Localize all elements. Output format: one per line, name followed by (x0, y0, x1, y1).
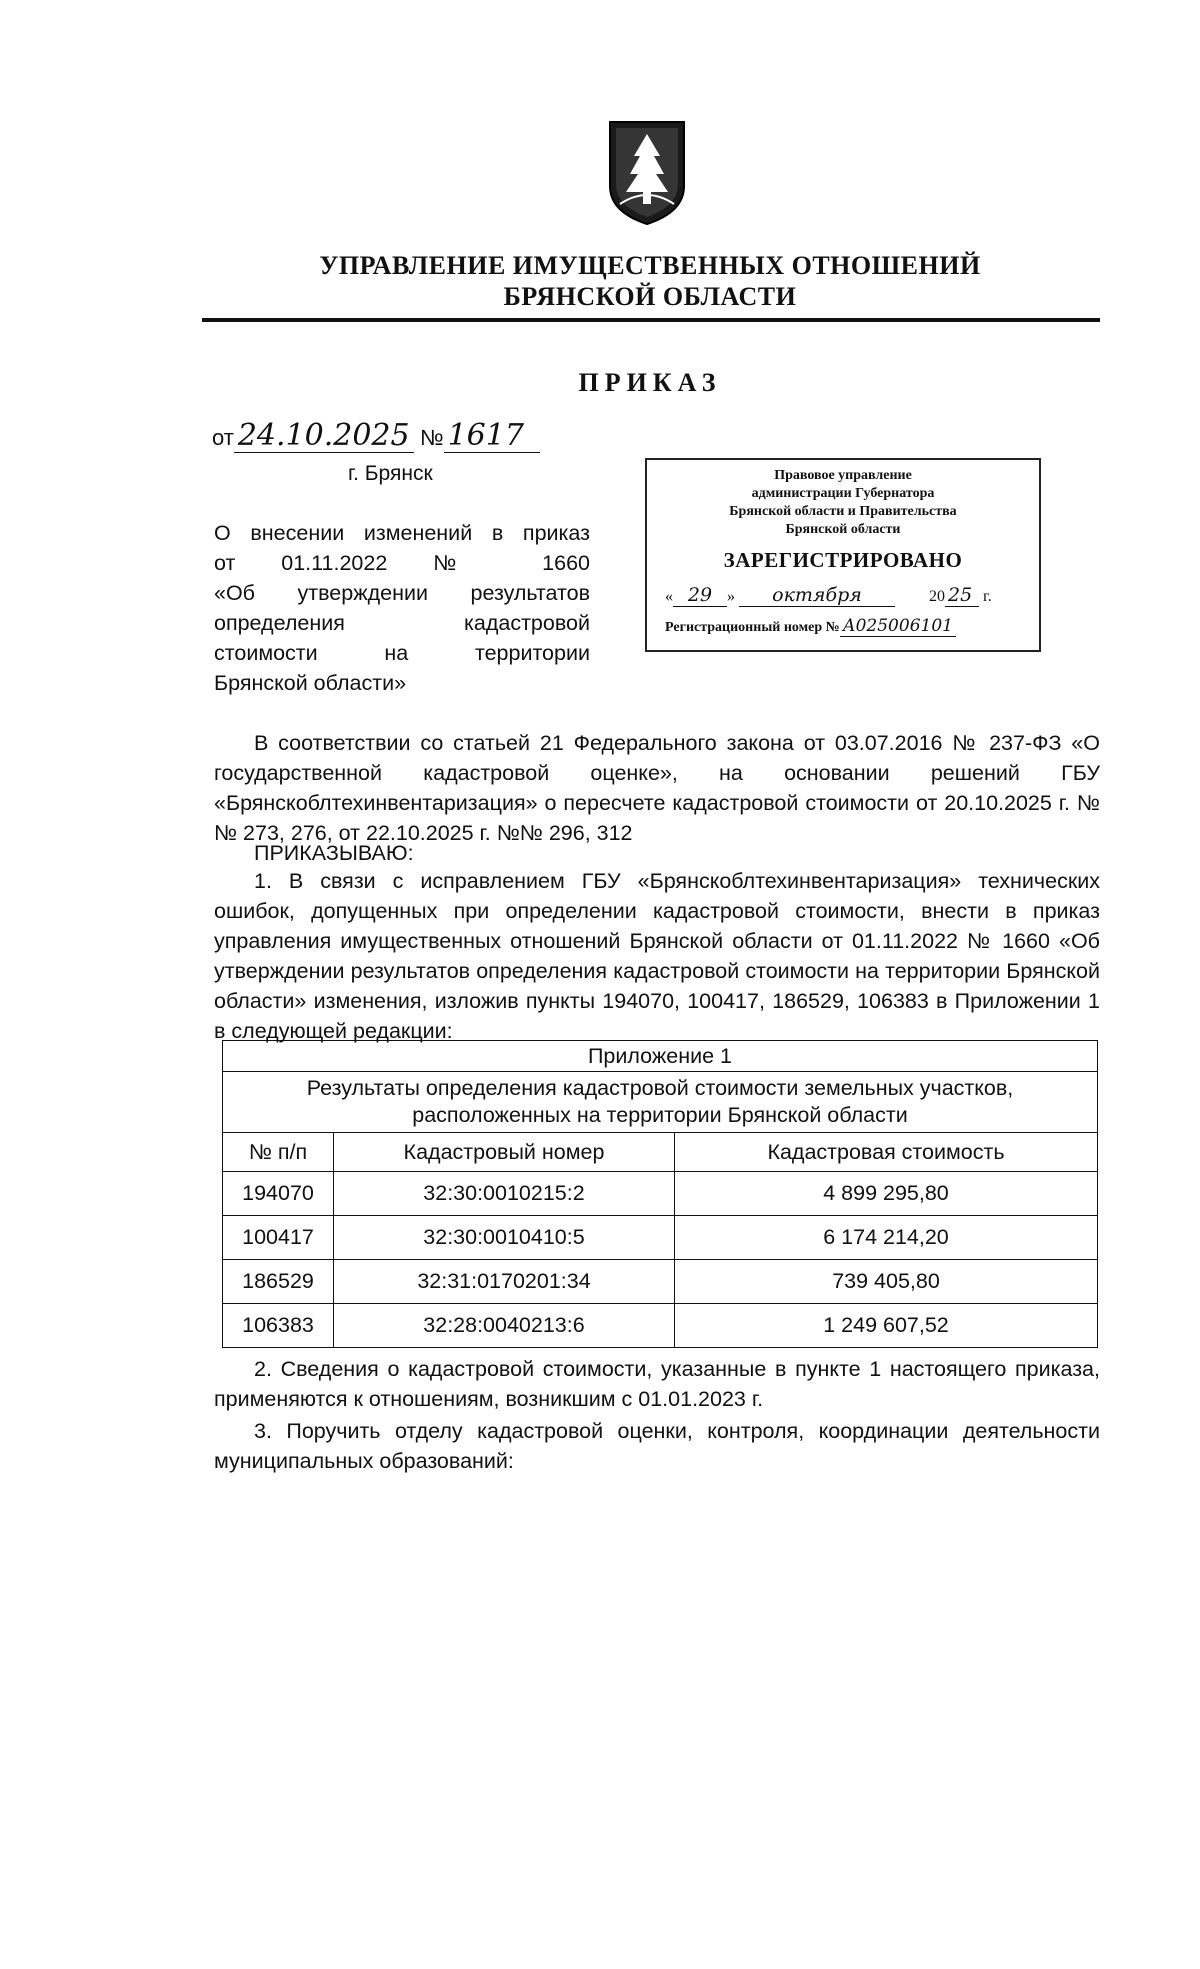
stamp-reg-number-handwritten: А025006101 (840, 616, 956, 637)
cell-item-number: 100417 (223, 1216, 334, 1260)
stamp-line: администрации Губернатора (751, 486, 935, 501)
registration-stamp (645, 458, 1041, 652)
stamp-month-handwritten: октября (739, 584, 895, 607)
item-3-paragraph: 3. Поручить отделу кадастровой оценки, контроля, координации деятельности муниципальных образований: (214, 1419, 1100, 1473)
table-row (223, 1260, 1098, 1304)
table-row (223, 1216, 1098, 1260)
cell-cadastral-value: 6 174 214,20 (675, 1216, 1098, 1260)
coat-of-arms-emblem (606, 116, 688, 226)
from-label: от (212, 425, 234, 450)
table-title-line: расположенных на территории Брянской области (412, 1103, 908, 1127)
order-number-handwritten: 1617 (444, 420, 540, 453)
cell-item-number: 106383 (223, 1304, 334, 1348)
subject-line: определения кадастровой (214, 611, 590, 635)
organization-name-line1: УПРАВЛЕНИЕ ИМУЩЕСТВЕННЫХ ОТНОШЕНИЙ (319, 251, 981, 280)
subject-line: О внесении изменений в приказ (214, 521, 590, 545)
organization-name-line2: БРЯНСКОЙ ОБЛАСТИ (503, 282, 797, 311)
stamp-line: Брянской области (785, 522, 901, 537)
table-title (223, 1072, 1098, 1133)
cell-cadastral-number: 32:30:0010215:2 (334, 1172, 675, 1216)
stamp-reg-number-line (665, 616, 1035, 637)
table-title-line: Результаты определения кадастровой стоимости земельных участков, (306, 1076, 1014, 1100)
stamp-year-suffix: г. (983, 588, 992, 605)
stamp-registered-label: ЗАРЕГИСТРИРОВАНО (723, 548, 963, 572)
stamp-year-prefix: 20 (929, 588, 945, 605)
order-subject (214, 518, 590, 698)
intro-paragraph: В соответствии со статьей 21 Федерального закона от 03.07.2016 № 237-ФЗ «О государственной кадастровой оценке», на основании решений ГБУ «Брянскоблтехинвентаризация» о пересчете кадастровой стоимости от 20.10.2025 г. №№ 273, 276, от 22.10.2025 г. №№ 296, 312 (214, 731, 1100, 845)
cell-cadastral-number: 32:28:0040213:6 (334, 1304, 675, 1348)
table-row (223, 1304, 1098, 1348)
cadastral-value-table (222, 1040, 1098, 1348)
cell-cadastral-number: 32:30:0010410:5 (334, 1216, 675, 1260)
cell-cadastral-value: 1 249 607,52 (675, 1304, 1098, 1348)
order-date-number-line (212, 420, 540, 453)
column-header-cadastral-number: Кадастровый номер (334, 1133, 675, 1172)
table-caption: Приложение 1 (223, 1041, 1098, 1072)
subject-line: «Об утверждении результатов (214, 581, 590, 605)
order-date-handwritten: 24.10.2025 (234, 420, 414, 453)
cell-cadastral-number: 32:31:0170201:34 (334, 1260, 675, 1304)
cell-cadastral-value: 739 405,80 (675, 1260, 1098, 1304)
stamp-line: Правовое управление (774, 468, 912, 483)
header-divider (202, 318, 1100, 322)
column-header-cadastral-value: Кадастровая стоимость (675, 1133, 1098, 1172)
stamp-day-handwritten: 29 (673, 584, 727, 607)
item-2-paragraph: 2. Сведения о кадастровой стоимости, указанные в пункте 1 настоящего приказа, применяются к отношениям, возникшим с 01.01.2023 г. (214, 1357, 1100, 1411)
subject-line: стоимости на территории (214, 641, 590, 665)
stamp-line: Брянской области и Правительства (729, 504, 957, 519)
subject-line: от 01.11.2022 № 1660 (214, 551, 590, 575)
column-header-number: № п/п (223, 1133, 334, 1172)
document-type-title: ПРИКАЗ (578, 368, 722, 397)
cell-item-number: 186529 (223, 1260, 334, 1304)
number-label: № (419, 425, 444, 450)
cell-item-number: 194070 (223, 1172, 334, 1216)
stamp-year-handwritten: 25 (945, 584, 979, 607)
cell-cadastral-value: 4 899 295,80 (675, 1172, 1098, 1216)
subject-line: Брянской области» (214, 671, 407, 695)
stamp-date-line: « 29 » октября 20 25 г. (665, 584, 992, 606)
stamp-reg-label: Регистрационный номер № (665, 620, 840, 635)
city-name: г. Брянск (348, 462, 433, 485)
table-row (223, 1172, 1098, 1216)
order-word: ПРИКАЗЫВАЮ: (254, 841, 414, 865)
item-1-paragraph: 1. В связи с исправлением ГБУ «Брянскоблтехинвентаризация» технических ошибок, допущенных при определении кадастровой стоимости, внести в приказ управления имущественных отношений Брянской области от 01.11.2022 № 1660 «Об утверждении результатов определения кадастровой стоимости на территории Брянской области» изменения, изложив пункты 194070, 100417, 186529, 106383 в Приложении 1 в следующей редакции: (214, 869, 1100, 1043)
